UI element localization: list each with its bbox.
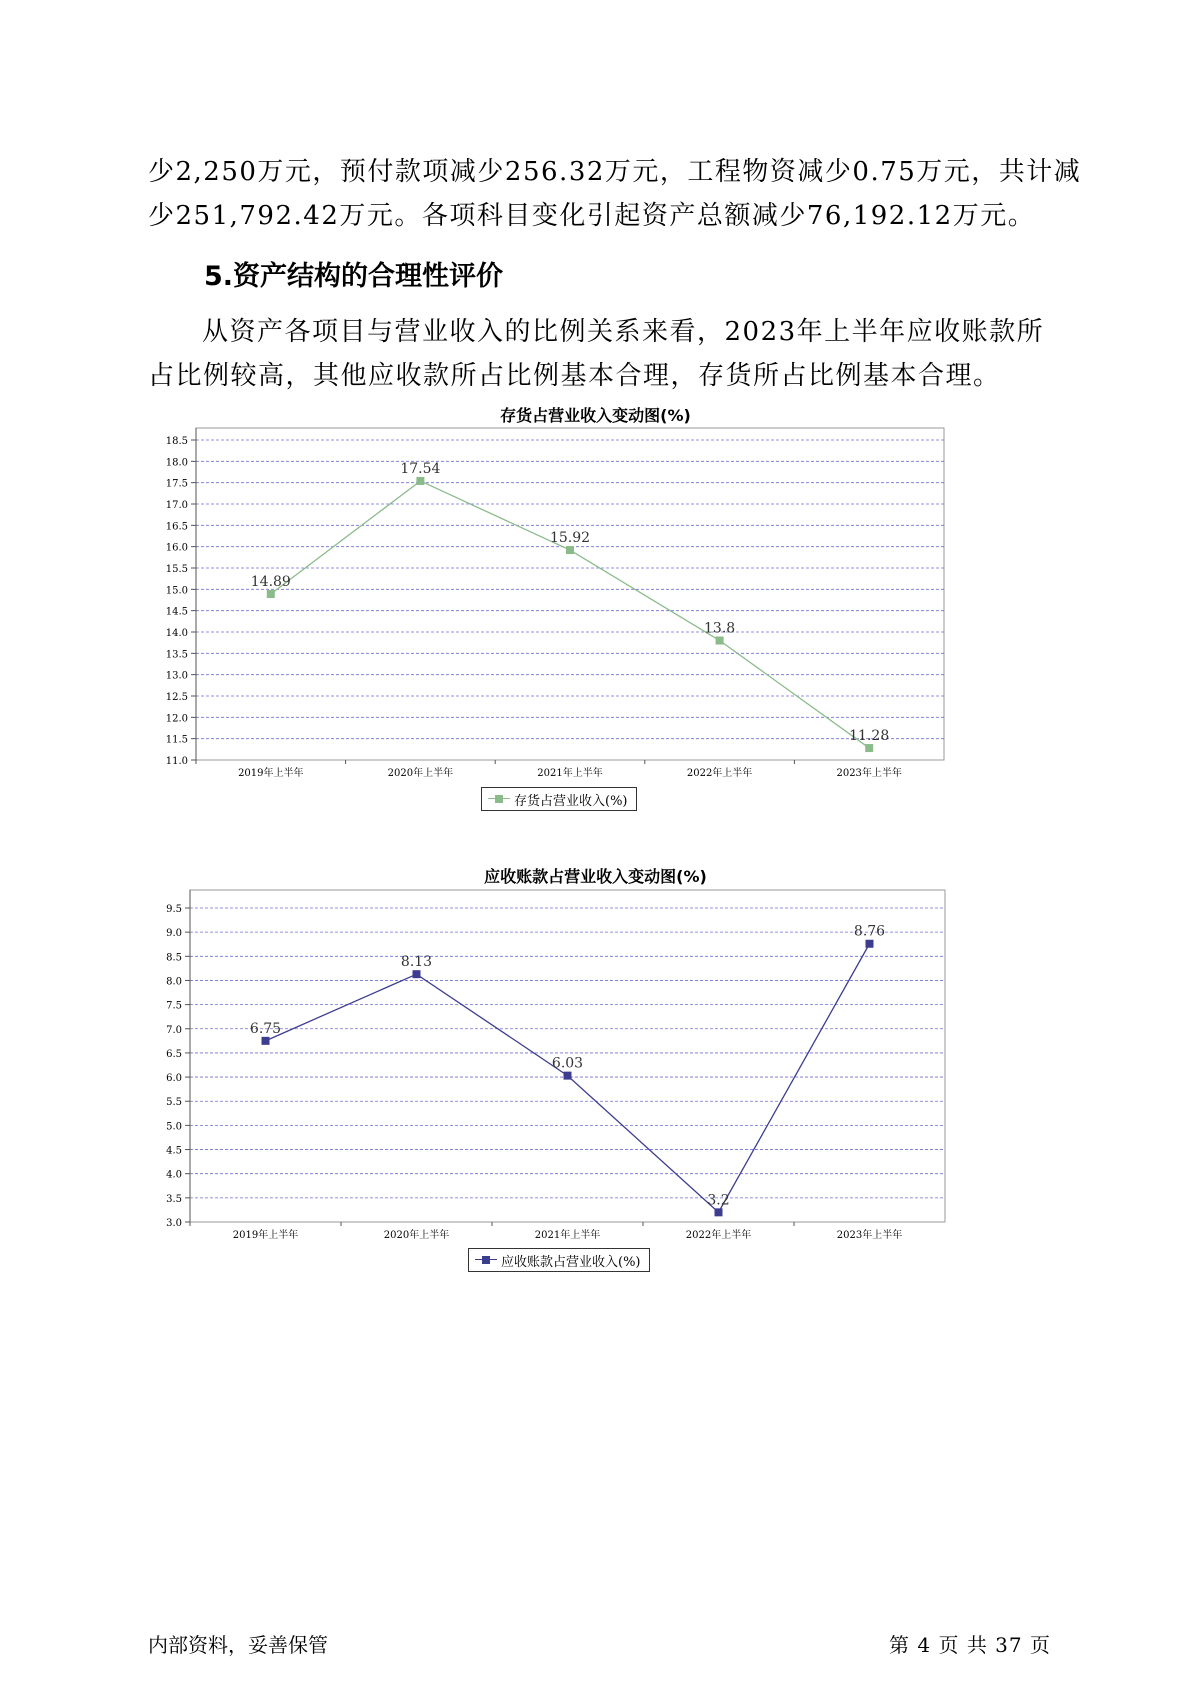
y-tick-label: 7.0 bbox=[166, 1024, 182, 1036]
y-tick-label: 15.0 bbox=[165, 585, 188, 597]
data-label: 8.76 bbox=[853, 923, 886, 940]
y-tick-label: 5.0 bbox=[166, 1121, 182, 1133]
x-tick-label: 2023年上半年 bbox=[836, 768, 902, 779]
data-label: 14.89 bbox=[250, 574, 291, 591]
y-tick-label: 9.0 bbox=[166, 928, 182, 940]
y-tick-label: 4.5 bbox=[166, 1145, 182, 1157]
y-tick-label: 4.0 bbox=[166, 1169, 182, 1181]
y-tick-label: 13.0 bbox=[165, 670, 188, 682]
x-tick-label: 2022年上半年 bbox=[686, 768, 753, 779]
y-tick-label: 16.5 bbox=[165, 521, 188, 533]
y-tick-label: 8.5 bbox=[166, 952, 182, 964]
y-tick-label: 16.0 bbox=[165, 542, 188, 554]
chart-title: 应收账款占营业收入变动图(%) bbox=[484, 867, 707, 886]
y-tick-label: 17.5 bbox=[165, 478, 188, 490]
data-point bbox=[564, 1072, 572, 1080]
footer-page-number: 第 4 页 共 37 页 bbox=[889, 1633, 1051, 1657]
y-tick-label: 14.5 bbox=[165, 606, 188, 618]
data-label: 13.8 bbox=[704, 620, 736, 637]
data-label: 8.13 bbox=[400, 954, 433, 971]
y-tick-label: 11.0 bbox=[165, 756, 188, 767]
x-tick-label: 2022年上半年 bbox=[685, 1230, 752, 1241]
y-tick-label: 15.5 bbox=[165, 564, 188, 575]
data-label: 3.2 bbox=[707, 1192, 730, 1209]
y-tick-label: 9.5 bbox=[166, 904, 182, 915]
footer-confidential-note: 内部资料，妥善保管 bbox=[148, 1633, 328, 1657]
y-tick-label: 18.0 bbox=[165, 457, 188, 469]
data-point bbox=[866, 940, 874, 948]
y-tick-label: 11.5 bbox=[165, 734, 188, 746]
y-tick-label: 6.5 bbox=[166, 1048, 182, 1060]
y-tick-label: 8.0 bbox=[166, 976, 182, 988]
chart-legend bbox=[468, 1248, 650, 1272]
x-tick-label: 2023年上半年 bbox=[836, 1230, 903, 1241]
data-label: 17.54 bbox=[400, 460, 441, 477]
y-tick-label: 14.0 bbox=[165, 628, 188, 639]
data-label: 6.75 bbox=[249, 1020, 282, 1037]
legend-label: 应收账款占营业收入(%) bbox=[501, 1254, 641, 1270]
x-tick-label: 2021年上半年 bbox=[537, 768, 603, 779]
y-tick-label: 18.5 bbox=[165, 436, 188, 447]
y-tick-label: 12.5 bbox=[165, 692, 188, 703]
y-tick-label: 5.5 bbox=[166, 1097, 182, 1109]
paragraph-line: 少251,792.42万元。各项科目变化引起资产总额减少76,192.12万元。 bbox=[148, 201, 1036, 231]
x-tick-label: 2020年上半年 bbox=[383, 1230, 450, 1241]
paragraph-line: 占比例较高，其他应收款所占比例基本合理，存货所占比例基本合理。 bbox=[148, 361, 1001, 391]
data-point bbox=[715, 1208, 723, 1216]
data-label: 6.03 bbox=[551, 1055, 584, 1072]
y-tick-label: 6.0 bbox=[166, 1073, 182, 1085]
data-label: 15.92 bbox=[549, 530, 591, 547]
section-heading: 5.资产结构的合理性评价 bbox=[204, 261, 504, 292]
x-tick-label: 2021年上半年 bbox=[534, 1230, 601, 1241]
x-tick-label: 2020年上半年 bbox=[387, 768, 454, 779]
x-tick-label: 2019年上半年 bbox=[232, 1230, 299, 1241]
legend-square-marker-icon bbox=[475, 1255, 497, 1265]
legend-label: 存货占营业收入(%) bbox=[514, 793, 628, 809]
y-tick-label: 7.5 bbox=[166, 1000, 182, 1012]
y-tick-label: 3.0 bbox=[166, 1218, 182, 1229]
data-label: 11.28 bbox=[849, 728, 890, 745]
chart-title: 存货占营业收入变动图(%) bbox=[500, 406, 691, 425]
x-tick-label: 2019年上半年 bbox=[238, 768, 304, 779]
data-point bbox=[413, 970, 421, 978]
y-tick-label: 13.5 bbox=[165, 649, 188, 661]
y-tick-label: 3.5 bbox=[166, 1193, 182, 1205]
data-point bbox=[262, 1037, 270, 1045]
y-tick-label: 12.0 bbox=[165, 713, 188, 725]
paragraph-line: 少2,250万元，预付款项减少256.32万元，工程物资减少0.75万元，共计减 bbox=[148, 157, 1082, 187]
paragraph-line: 从资产各项目与营业收入的比例关系来看，2023年上半年应收账款所 bbox=[202, 317, 1045, 347]
y-tick-label: 17.0 bbox=[165, 500, 188, 511]
